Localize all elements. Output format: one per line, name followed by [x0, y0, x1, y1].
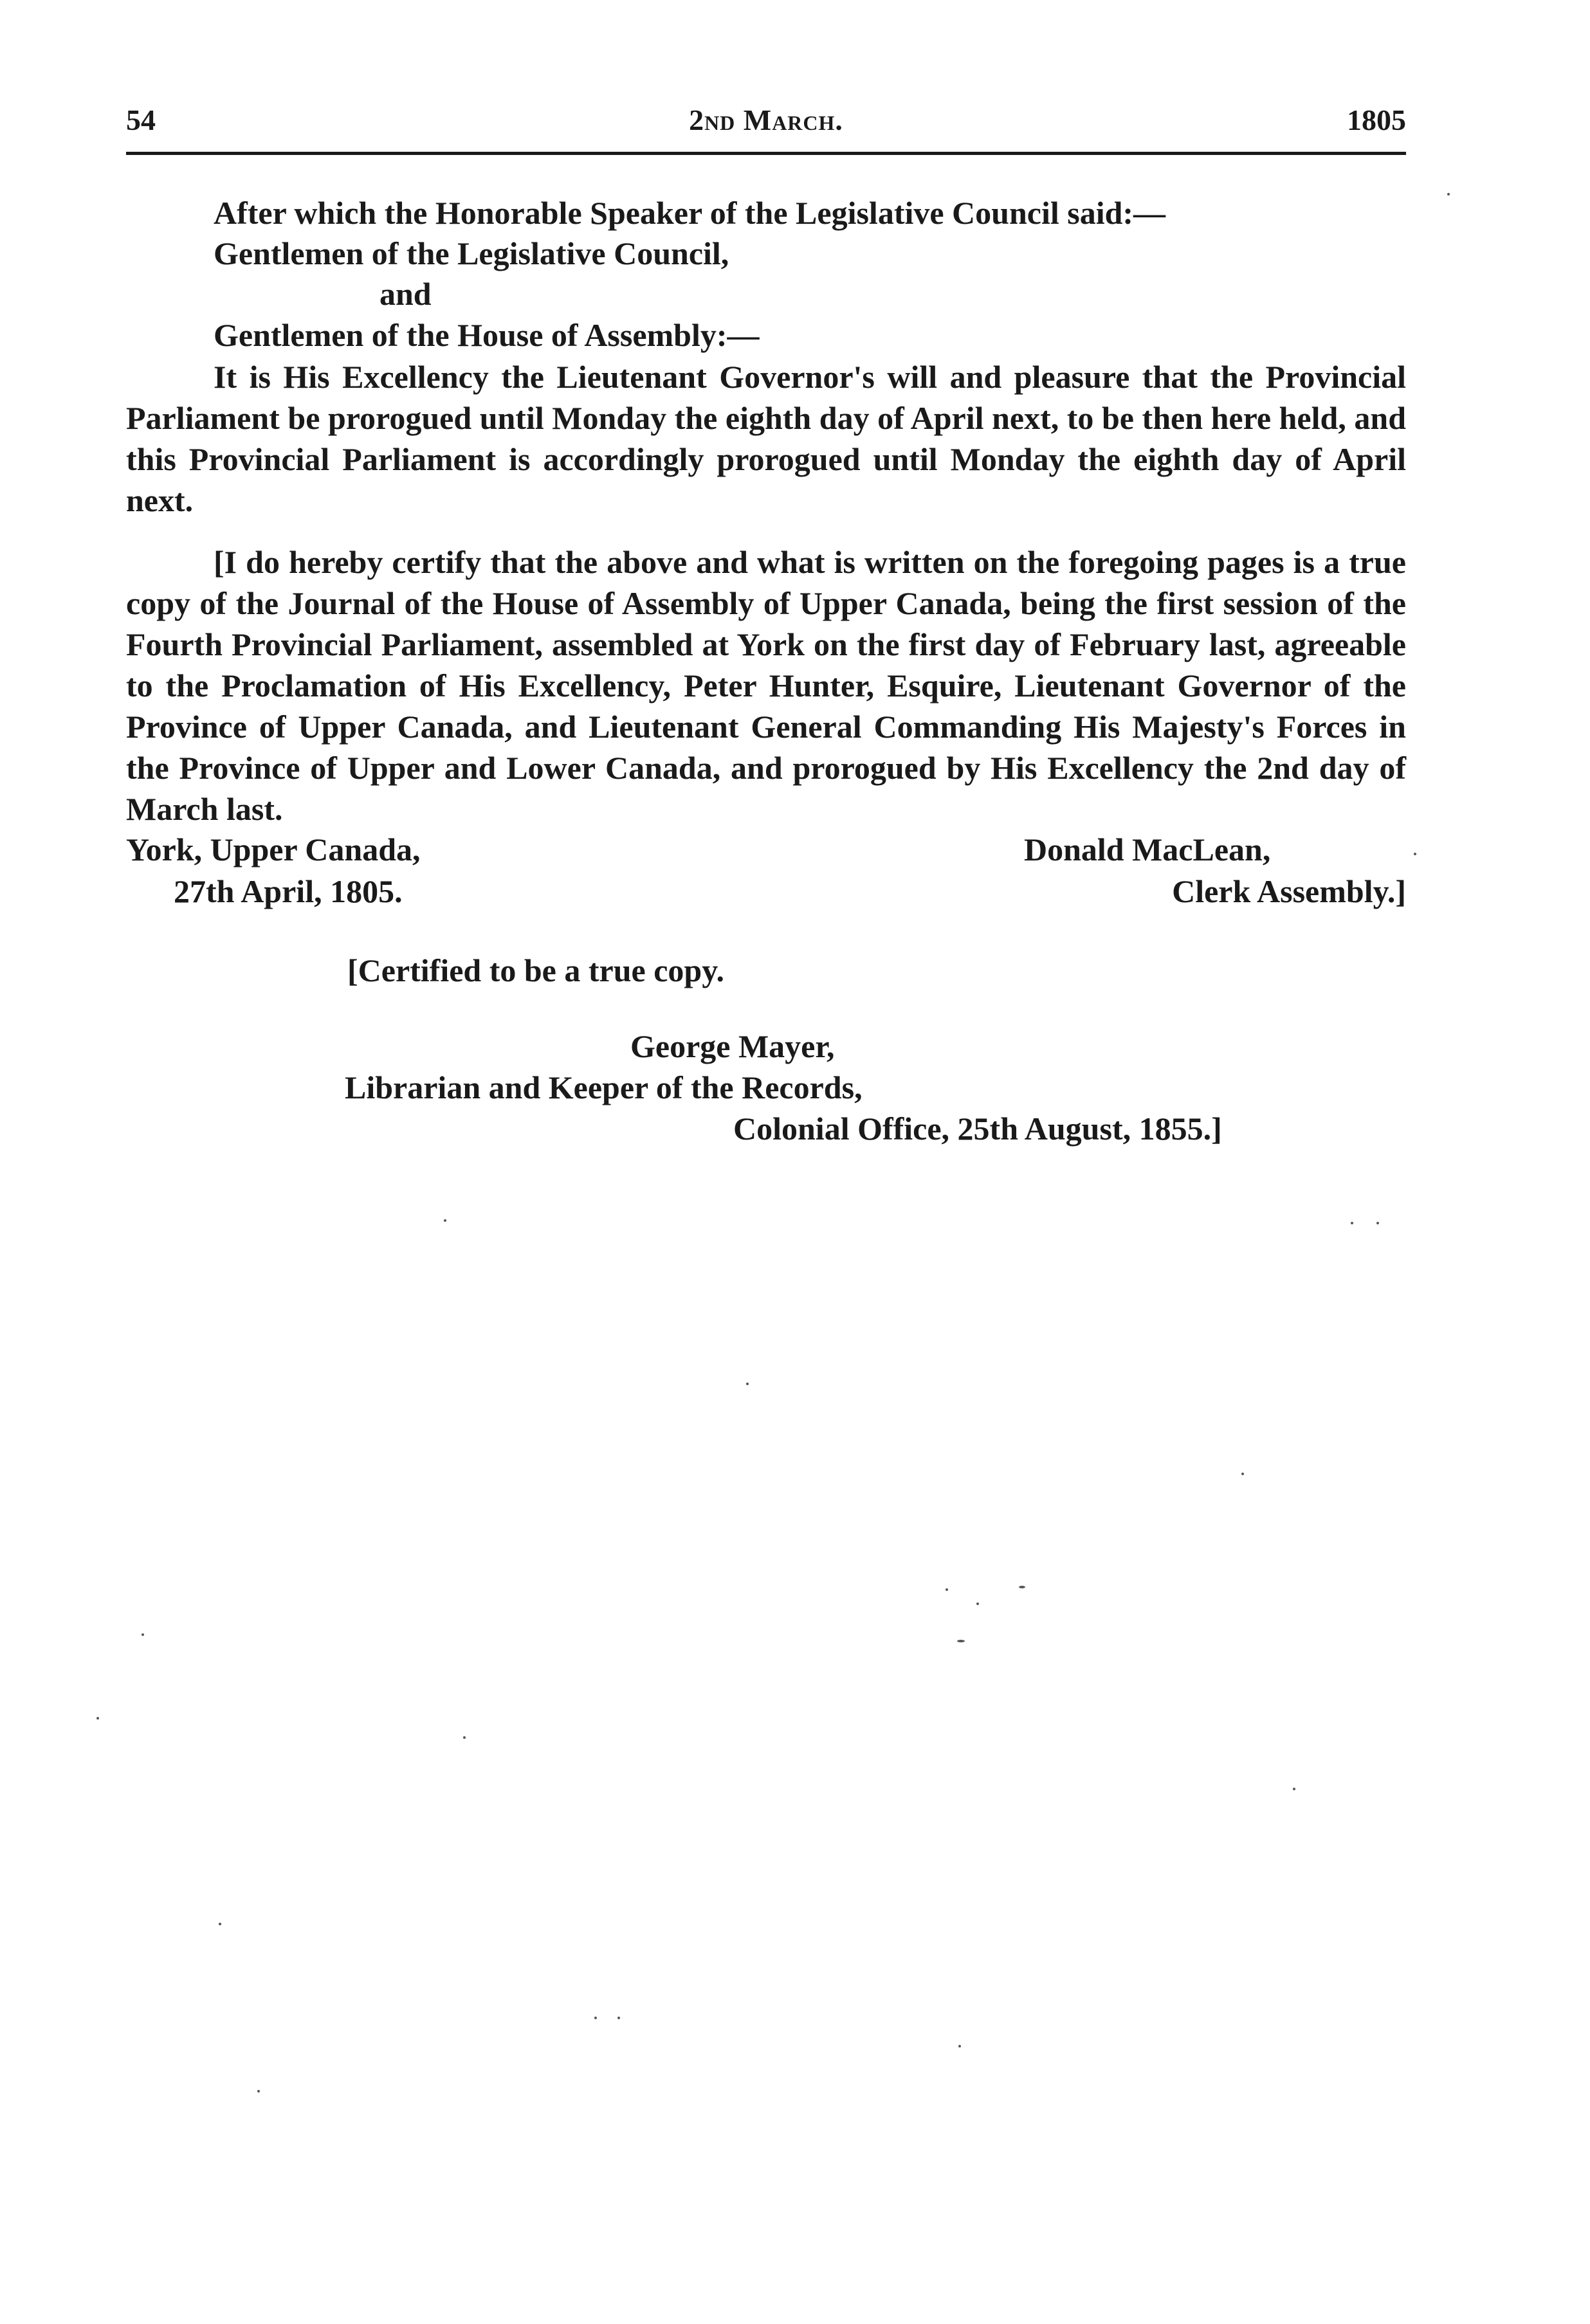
scan-speck: [957, 1640, 965, 1642]
speech-body: It is His Excellency the Lieutenant Governor's will and pleasure that the Provincial Parliament be prorogued until Monday the eighth day of April next, to be then here held, and this Provincial Parliament is accordingly prorogued until Monday the eighth day of April next.: [126, 359, 1406, 518]
scan-speck: [617, 2017, 620, 2019]
speech-address-and: and: [379, 276, 432, 312]
second-certificate-statement: [Certified to be a true copy.: [347, 952, 724, 988]
scan-speck: [1351, 1222, 1353, 1224]
header-rule: [126, 152, 1406, 155]
certificate-date: 27th April, 1805.: [174, 873, 403, 909]
scan-speck: [1019, 1586, 1025, 1588]
scan-speck: [1293, 1788, 1295, 1790]
scan-speck: [219, 1923, 221, 1925]
page-number: 54: [126, 104, 156, 136]
scan-speck: [257, 2090, 260, 2093]
scan-speck: [1241, 1473, 1244, 1475]
scan-speck: [976, 1602, 979, 1605]
scan-speck: [463, 1736, 466, 1739]
page-header: [126, 96, 1406, 148]
scan-speck: [444, 1219, 446, 1222]
scan-speck: [946, 1588, 948, 1591]
certificate-signer-title: Clerk Assembly.]: [1172, 873, 1406, 909]
scan-speck: [1414, 853, 1416, 855]
second-certificate-signer-title: Librarian and Keeper of the Records,: [345, 1069, 863, 1105]
scan-speck: [594, 2017, 597, 2019]
certificate-body: [I do hereby certify that the above and what is written on the foregoing pages is a true copy of the Journal of the House of Assembly of Upper Canada, being the first session of the Fourth Provincial Parliament, assembled at York on the first day of February last, agreeable to the Proclamation of His Excellency, Peter Hunter, Esquire, Lieutenant Governor of the Province of Upper Canada, and Lieutenant General Commanding His Majesty's Forces in the Province of Upper and Lower Canada, and prorogued by His Excellency the 2nd day of March last.: [126, 544, 1406, 827]
speech-intro: After which the Honorable Speaker of the Legislative Council said:—: [214, 195, 1166, 231]
header-year: 1805: [1347, 104, 1406, 136]
speech-address-council: Gentlemen of the Legislative Council,: [214, 235, 729, 271]
speech-address-assembly: Gentlemen of the House of Assembly:—: [214, 317, 760, 353]
scan-speck: [958, 2045, 961, 2047]
scan-speck: [96, 1717, 99, 1720]
second-certificate-signer-name: George Mayer,: [630, 1028, 835, 1064]
second-certificate-office-date: Colonial Office, 25th August, 1855.]: [733, 1111, 1222, 1147]
scan-speck: [1376, 1222, 1379, 1224]
scan-speck: [142, 1633, 144, 1636]
scan-speck: [1447, 193, 1450, 195]
running-title: 2nd March.: [689, 104, 843, 136]
scan-speck: [746, 1383, 749, 1385]
certificate-signer-name: Donald MacLean,: [1024, 831, 1271, 867]
certificate-place: York, Upper Canada,: [126, 831, 421, 867]
